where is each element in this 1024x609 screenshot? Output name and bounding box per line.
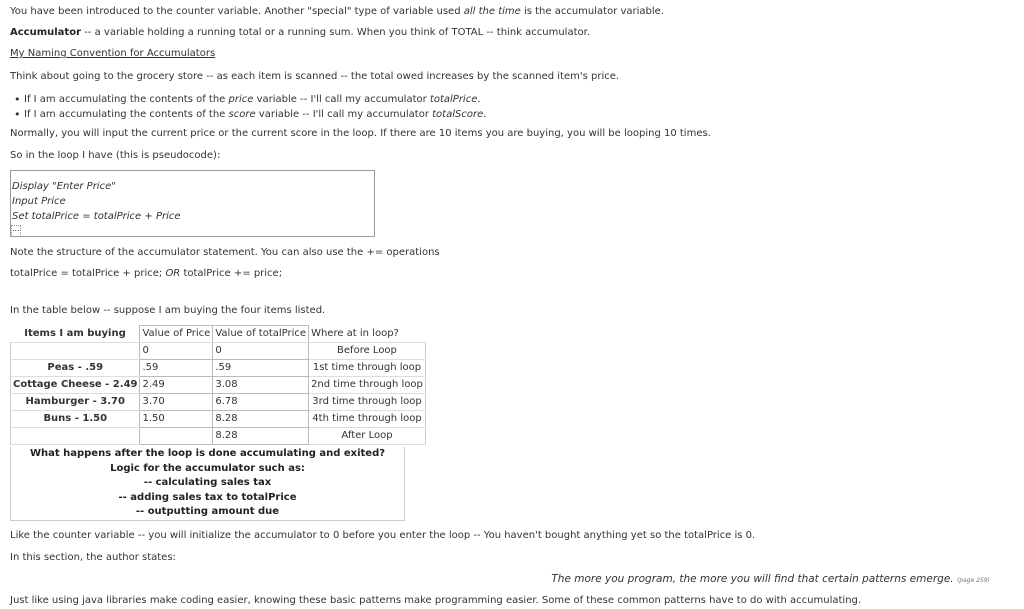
- after-loop-line: Logic for the accumulator such as:: [110, 462, 305, 474]
- naming-bullet-list: [10, 92, 486, 122]
- list-item: • If I am accumulating the contents of the price variable -- I'll call my accumulator totalPrice.: [24, 92, 486, 107]
- grocery-paragraph: Think about going to the grocery store -- as each item is scanned -- the total owed increases by the scanned item's price.: [10, 71, 620, 82]
- initialize-note: Like the counter variable -- you will initialize the accumulator to 0 before you enter the loop -- You haven't bought anything yet so the totalPrice is 0.: [10, 530, 756, 541]
- author-quote: The more you program, the more you will find that certain patterns emerge. (page 259): [551, 573, 990, 585]
- table-header-row: [11, 326, 426, 343]
- column-header: Where at in loop?: [309, 326, 426, 343]
- naming-convention-paragraph: [10, 48, 215, 59]
- table-row: Buns - 1.50 1.50 8.28 4th time through loop: [11, 411, 426, 428]
- pseudocode-line: Input Price: [12, 196, 66, 207]
- pseudocode-ellipsis: ...: [11, 225, 21, 237]
- structure-note: Note the structure of the accumulator statement. You can also use the += operations: [10, 247, 440, 258]
- column-header: Items I am buying: [11, 326, 140, 343]
- table-row: Peas - .59 .59 .59 1st time through loop: [11, 360, 426, 377]
- column-header: Value of totalPrice: [213, 326, 309, 343]
- pseudocode-line: Display "Enter Price": [12, 181, 116, 192]
- table-row: Cottage Cheese - 2.49 2.49 3.08 2nd time through loop: [11, 377, 426, 394]
- after-loop-line: -- outputting amount due: [135, 506, 280, 518]
- final-paragraph: Just like using java libraries make coding easier, knowing these basic patterns make programming easier. Some of these common patterns have to do with accumulating.: [10, 595, 862, 606]
- column-header: Value of Price: [140, 326, 213, 343]
- definition-paragraph: Accumulator -- a variable holding a running total or a running sum. When you think of TOTAL -- think accumulator.: [10, 27, 590, 38]
- quote-citation: (page 259): [956, 577, 990, 584]
- after-loop-line: -- adding sales tax to totalPrice: [118, 491, 297, 503]
- list-item: • If I am accumulating the contents of the score variable -- I'll call my accumulator totalScore.: [24, 107, 486, 122]
- after-loop-note: [10, 447, 405, 521]
- accumulator-statement: totalPrice = totalPrice + price; OR totalPrice += price;: [10, 268, 283, 279]
- intro-emphasis: all the time: [463, 6, 521, 17]
- intro-paragraph: You have been introduced to the counter variable. Another "special" type of variable used all the time is the accumulator variable.: [10, 6, 665, 17]
- author-intro: In this section, the author states:: [10, 552, 176, 563]
- table-intro: In the table below -- suppose I am buying the four items listed.: [10, 305, 326, 316]
- pseudocode-line: Set totalPrice = totalPrice + Price: [12, 211, 181, 222]
- definition-term: Accumulator: [10, 27, 82, 38]
- table-row: Hamburger - 3.70 3.70 6.78 3rd time through loop: [11, 394, 426, 411]
- loop-intro-paragraph: So in the loop I have (this is pseudocode):: [10, 150, 221, 161]
- after-loop-line: What happens after the loop is done accumulating and exited?: [29, 448, 386, 459]
- pseudocode-box: [10, 170, 375, 237]
- accumulator-table: [10, 325, 426, 445]
- after-loop-line: -- calculating sales tax: [143, 477, 272, 489]
- normally-paragraph: Normally, you will input the current price or the current score in the loop. If there are 10 items you are buying, you will be looping 10 times.: [10, 128, 711, 139]
- table-row: 0 0 Before Loop: [11, 343, 426, 360]
- naming-convention-link[interactable]: My Naming Convention for Accumulators: [10, 48, 216, 59]
- table-row: 8.28 After Loop: [11, 428, 426, 445]
